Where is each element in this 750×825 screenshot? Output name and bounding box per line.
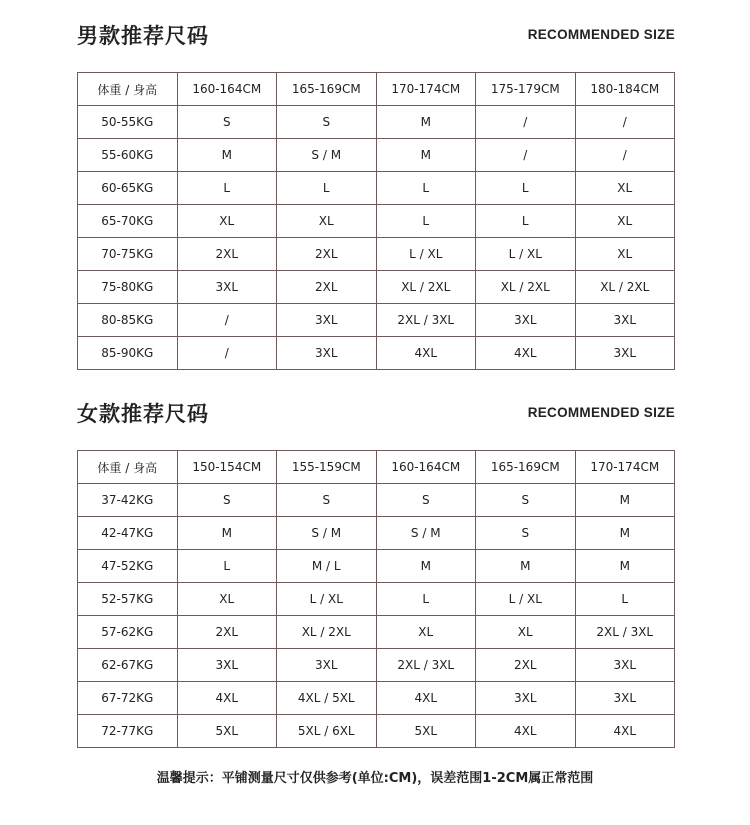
men-size-table xyxy=(77,72,675,370)
size-cell: 2XL / 3XL xyxy=(575,616,675,649)
height-header: 165-169CM xyxy=(476,451,576,484)
size-cell: L xyxy=(376,205,476,238)
height-header: 155-159CM xyxy=(277,451,377,484)
weight-cell: 65-70KG xyxy=(78,205,178,238)
table-row xyxy=(78,106,675,139)
size-cell: L xyxy=(177,550,277,583)
women-section-title: 女款推荐尺码 xyxy=(77,402,209,426)
size-cell: 3XL xyxy=(575,304,675,337)
size-cell: XL / 2XL xyxy=(376,271,476,304)
size-cell: 3XL xyxy=(476,304,576,337)
size-cell: L xyxy=(277,172,377,205)
table-row xyxy=(78,172,675,205)
size-cell: XL xyxy=(177,205,277,238)
table-header-row xyxy=(78,73,675,106)
size-cell: XL xyxy=(277,205,377,238)
size-cell: S xyxy=(177,484,277,517)
size-cell: XL / 2XL xyxy=(277,616,377,649)
table-row xyxy=(78,139,675,172)
size-cell: S xyxy=(177,106,277,139)
size-cell: L / XL xyxy=(376,238,476,271)
size-cell: 2XL / 3XL xyxy=(376,649,476,682)
size-cell: / xyxy=(177,337,277,370)
table-row xyxy=(78,517,675,550)
height-header: 150-154CM xyxy=(177,451,277,484)
size-cell: 2XL xyxy=(177,238,277,271)
size-cell: XL xyxy=(177,583,277,616)
size-cell: 4XL xyxy=(376,682,476,715)
size-cell: 2XL xyxy=(277,271,377,304)
men-section-title: 男款推荐尺码 xyxy=(77,24,209,48)
size-cell: XL xyxy=(575,205,675,238)
size-cell: / xyxy=(177,304,277,337)
weight-cell: 50-55KG xyxy=(78,106,178,139)
table-row xyxy=(78,715,675,748)
size-cell: / xyxy=(575,106,675,139)
size-cell: / xyxy=(476,139,576,172)
size-cell: L xyxy=(476,172,576,205)
table-row xyxy=(78,337,675,370)
corner-header: 体重 / 身高 xyxy=(78,451,178,484)
height-header: 165-169CM xyxy=(277,73,377,106)
size-cell: M / L xyxy=(277,550,377,583)
size-cell: 4XL xyxy=(476,337,576,370)
height-header: 180-184CM xyxy=(575,73,675,106)
size-cell: S xyxy=(277,484,377,517)
sizing-note: 温馨提示：平铺测量尺寸仅供参考(单位:CM)，误差范围1-2CM属正常范围 xyxy=(156,771,594,786)
size-cell: L xyxy=(476,205,576,238)
size-cell: L xyxy=(575,583,675,616)
weight-cell: 62-67KG xyxy=(78,649,178,682)
size-cell: 4XL / 5XL xyxy=(277,682,377,715)
size-cell: XL xyxy=(575,172,675,205)
size-cell: 4XL xyxy=(177,682,277,715)
table-row xyxy=(78,583,675,616)
size-cell: XL xyxy=(376,616,476,649)
size-cell: 3XL xyxy=(575,649,675,682)
height-header: 170-174CM xyxy=(376,73,476,106)
women-section-subtitle: RECOMMENDED SIZE xyxy=(527,405,675,420)
men-section-subtitle: RECOMMENDED SIZE xyxy=(527,27,675,42)
size-cell: M xyxy=(575,484,675,517)
women-section-header xyxy=(77,398,675,428)
size-cell: / xyxy=(575,139,675,172)
size-cell: M xyxy=(376,550,476,583)
size-cell: L / XL xyxy=(476,238,576,271)
size-cell: 3XL xyxy=(575,337,675,370)
size-cell: 4XL xyxy=(575,715,675,748)
size-cell: 2XL / 3XL xyxy=(376,304,476,337)
weight-cell: 70-75KG xyxy=(78,238,178,271)
height-header: 160-164CM xyxy=(177,73,277,106)
size-cell: M xyxy=(575,517,675,550)
size-cell: 2XL xyxy=(277,238,377,271)
size-cell: L xyxy=(177,172,277,205)
table-row xyxy=(78,616,675,649)
size-cell: XL xyxy=(476,616,576,649)
size-cell: 5XL / 6XL xyxy=(277,715,377,748)
size-cell: XL / 2XL xyxy=(575,271,675,304)
height-header: 160-164CM xyxy=(376,451,476,484)
table-row xyxy=(78,304,675,337)
size-cell: S xyxy=(476,517,576,550)
size-cell: 3XL xyxy=(177,649,277,682)
table-row xyxy=(78,271,675,304)
weight-cell: 55-60KG xyxy=(78,139,178,172)
size-cell: S / M xyxy=(277,139,377,172)
table-row xyxy=(78,484,675,517)
weight-cell: 85-90KG xyxy=(78,337,178,370)
size-cell: 3XL xyxy=(575,682,675,715)
weight-cell: 75-80KG xyxy=(78,271,178,304)
size-cell: L xyxy=(376,172,476,205)
weight-cell: 72-77KG xyxy=(78,715,178,748)
weight-cell: 37-42KG xyxy=(78,484,178,517)
size-cell: L / XL xyxy=(476,583,576,616)
size-cell: 2XL xyxy=(177,616,277,649)
men-section-header xyxy=(77,20,675,50)
size-cell: L / XL xyxy=(277,583,377,616)
size-cell: M xyxy=(177,517,277,550)
size-cell: XL / 2XL xyxy=(476,271,576,304)
size-cell: XL xyxy=(575,238,675,271)
size-cell: 5XL xyxy=(376,715,476,748)
size-cell: S xyxy=(277,106,377,139)
size-cell: 3XL xyxy=(277,649,377,682)
size-cell: 4XL xyxy=(376,337,476,370)
weight-cell: 60-65KG xyxy=(78,172,178,205)
size-cell: S / M xyxy=(277,517,377,550)
table-row xyxy=(78,550,675,583)
size-cell: 2XL xyxy=(476,649,576,682)
size-cell: M xyxy=(476,550,576,583)
size-cell: 3XL xyxy=(177,271,277,304)
size-cell: 4XL xyxy=(476,715,576,748)
table-row xyxy=(78,649,675,682)
weight-cell: 47-52KG xyxy=(78,550,178,583)
size-cell: M xyxy=(177,139,277,172)
size-cell: S xyxy=(476,484,576,517)
size-cell: 5XL xyxy=(177,715,277,748)
table-row xyxy=(78,682,675,715)
size-cell: L xyxy=(376,583,476,616)
height-header: 170-174CM xyxy=(575,451,675,484)
table-row xyxy=(78,238,675,271)
weight-cell: 67-72KG xyxy=(78,682,178,715)
corner-header: 体重 / 身高 xyxy=(78,73,178,106)
size-cell: 3XL xyxy=(277,304,377,337)
table-row xyxy=(78,205,675,238)
table-header-row xyxy=(78,451,675,484)
size-cell: M xyxy=(575,550,675,583)
weight-cell: 57-62KG xyxy=(78,616,178,649)
size-cell: 3XL xyxy=(476,682,576,715)
size-cell: 3XL xyxy=(277,337,377,370)
size-cell: / xyxy=(476,106,576,139)
height-header: 175-179CM xyxy=(476,73,576,106)
size-cell: S / M xyxy=(376,517,476,550)
women-size-table xyxy=(77,450,675,748)
weight-cell: 42-47KG xyxy=(78,517,178,550)
weight-cell: 52-57KG xyxy=(78,583,178,616)
size-cell: S xyxy=(376,484,476,517)
weight-cell: 80-85KG xyxy=(78,304,178,337)
size-cell: M xyxy=(376,139,476,172)
size-cell: M xyxy=(376,106,476,139)
